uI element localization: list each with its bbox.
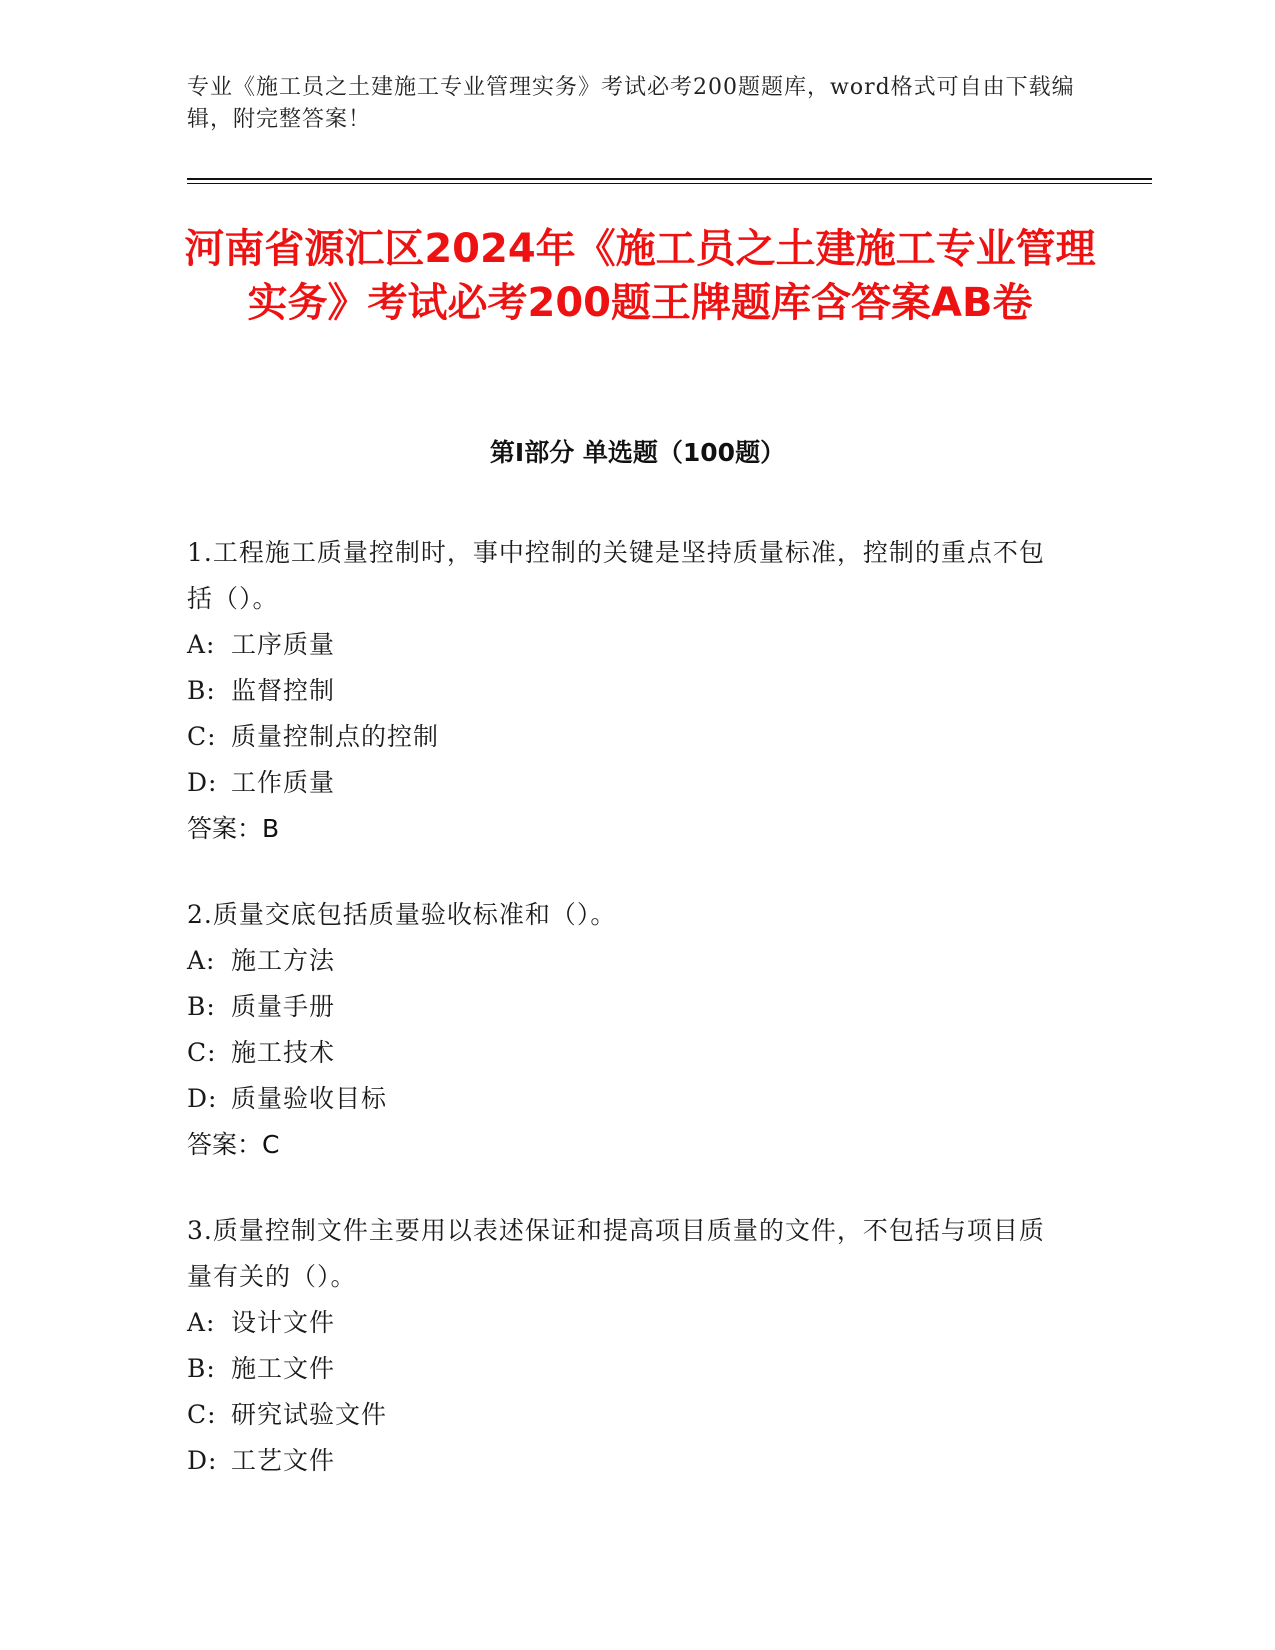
section-heading: 第I部分 单选题（100题） bbox=[489, 438, 786, 467]
option-d bbox=[187, 760, 1067, 806]
document-title: 河南省源汇区2024年《施工员之土建施工专业管理实务》考试必考200题王牌题库含答案AB卷 bbox=[184, 226, 1096, 326]
option-letter: A: bbox=[187, 630, 216, 659]
option-b bbox=[187, 984, 1067, 1030]
question-1 bbox=[187, 530, 1067, 852]
option-text: 施工文件 bbox=[231, 1354, 336, 1383]
option-c bbox=[187, 1392, 1067, 1438]
option-text: 监督控制 bbox=[231, 676, 336, 705]
question-stem: 2.质量交底包括质量验收标准和（）。 bbox=[187, 900, 617, 929]
option-letter: D: bbox=[187, 1084, 218, 1113]
answer-line: 答案：C bbox=[187, 1130, 280, 1159]
option-letter: D: bbox=[187, 1446, 218, 1475]
option-text: 设计文件 bbox=[231, 1308, 336, 1337]
header-divider-thick bbox=[187, 178, 1152, 180]
option-text: 工序质量 bbox=[231, 630, 336, 659]
option-text: 工作质量 bbox=[231, 768, 336, 797]
question-list bbox=[187, 530, 1067, 1524]
option-b bbox=[187, 668, 1067, 714]
option-letter: C: bbox=[187, 1400, 217, 1429]
option-text: 施工技术 bbox=[231, 1038, 336, 1067]
option-letter: C: bbox=[187, 1038, 217, 1067]
option-text: 质量手册 bbox=[231, 992, 336, 1021]
option-text: 质量验收目标 bbox=[231, 1084, 388, 1113]
option-letter: B: bbox=[187, 1354, 216, 1383]
option-letter: A: bbox=[187, 1308, 216, 1337]
header-note: 专业《施工员之土建施工专业管理实务》考试必考200题题库，word格式可自由下载编辑，附完整答案！ bbox=[187, 75, 1075, 132]
question-stem: 1.工程施工质量控制时，事中控制的关键是坚持质量标准，控制的重点不包括（）。 bbox=[187, 538, 1045, 613]
header-divider-thin bbox=[187, 183, 1152, 184]
option-letter: B: bbox=[187, 992, 216, 1021]
option-d bbox=[187, 1438, 1067, 1484]
question-stem: 3.质量控制文件主要用以表述保证和提高项目质量的文件，不包括与项目质量有关的（）。 bbox=[187, 1216, 1045, 1291]
question-2 bbox=[187, 892, 1067, 1168]
option-letter: B: bbox=[187, 676, 216, 705]
option-text: 工艺文件 bbox=[231, 1446, 336, 1475]
option-letter: C: bbox=[187, 722, 217, 751]
option-a bbox=[187, 1300, 1067, 1346]
option-letter: D: bbox=[187, 768, 218, 797]
option-a bbox=[187, 622, 1067, 668]
question-3 bbox=[187, 1208, 1067, 1484]
option-text: 质量控制点的控制 bbox=[231, 722, 440, 751]
answer-line: 答案：B bbox=[187, 814, 280, 843]
option-b bbox=[187, 1346, 1067, 1392]
option-d bbox=[187, 1076, 1067, 1122]
option-text: 施工方法 bbox=[231, 946, 336, 975]
option-letter: A: bbox=[187, 946, 216, 975]
option-a bbox=[187, 938, 1067, 984]
option-c bbox=[187, 714, 1067, 760]
option-text: 研究试验文件 bbox=[231, 1400, 388, 1429]
option-c bbox=[187, 1030, 1067, 1076]
